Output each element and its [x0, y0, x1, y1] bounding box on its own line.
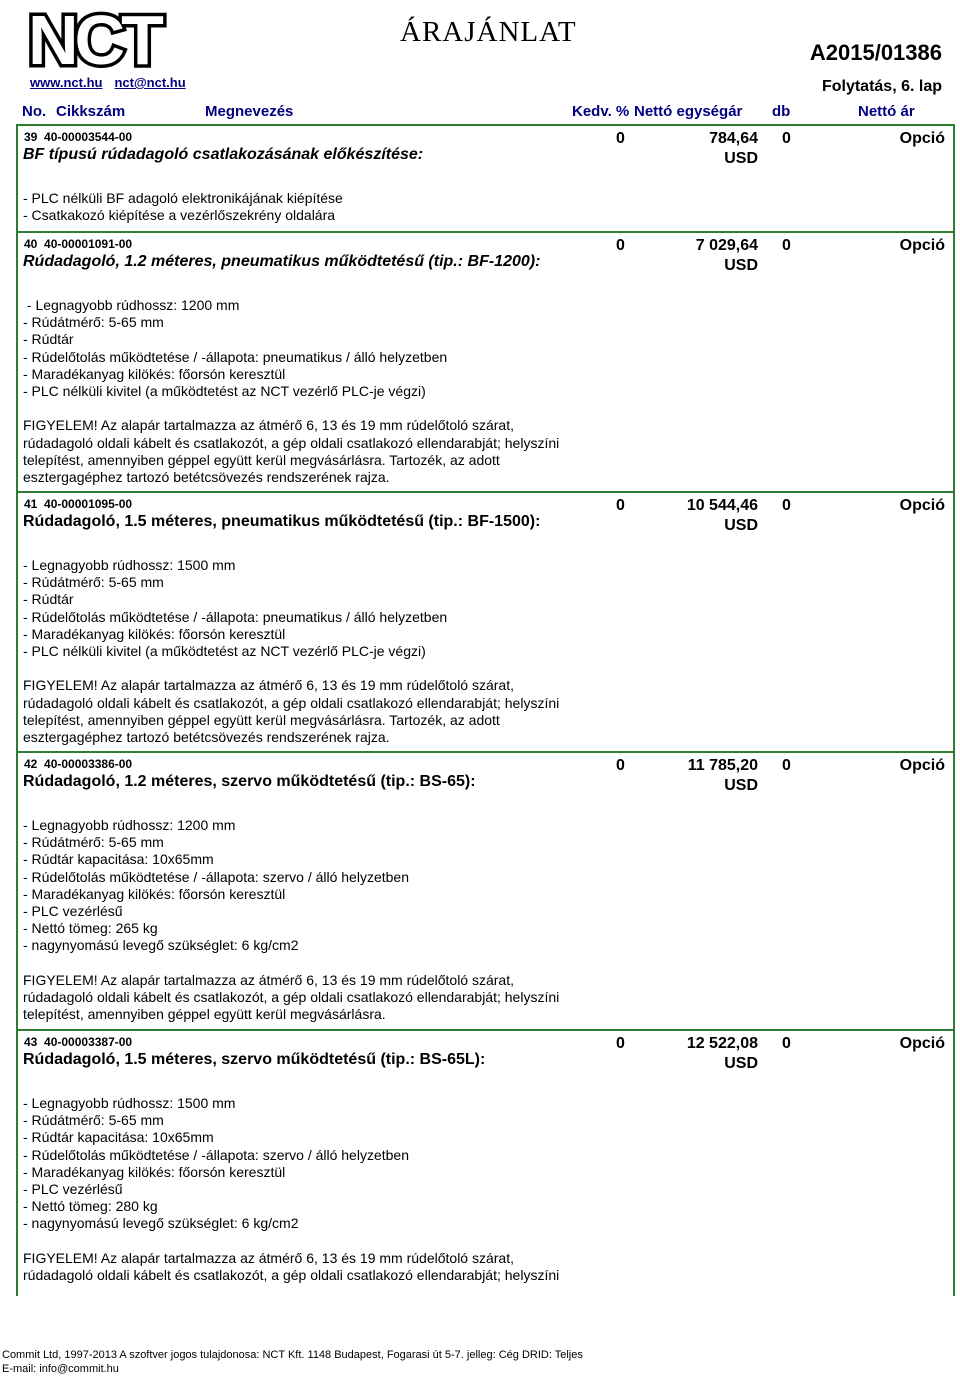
col-code: Cikkszám	[56, 103, 126, 120]
col-discount: Kedv. %	[572, 103, 630, 120]
item-description: - Legnagyobb rúdhossz: 1500 mm - Rúdátmérő: 5-65 mm - Rúdtár - Rúdelőtolás működtetése / -állapota: pneumatikus / álló helyzetben - Maradékanyag kilökés: főorsón keresztül - PLC nélküli kivitel (a működtetést az NCT vezérlő PLC-je végzi) FIGYELEM! Az alapár tartalmazza az átmérő 6, 13 és 19 mm rúdelőtoló szárat, rúdadagoló oldali kábelt és csatlakozót, a gép oldali csatlakozó ellendarabját; helyszíni telepítést, amennyiben géppel együtt kerül megvásárlásra. Tartozék, az adott esztergagéphez tartozó betétcsövezés rendszerének rajza.	[23, 557, 560, 746]
item-net: Opció	[899, 757, 945, 774]
item-discount: 0	[616, 757, 625, 774]
nct-logo	[28, 8, 190, 70]
item-currency: USD	[724, 1055, 758, 1072]
item-price: 10 544,46	[686, 497, 758, 514]
item-qty: 0	[782, 130, 791, 147]
item-description: - Legnagyobb rúdhossz: 1200 mm - Rúdátmérő: 5-65 mm - Rúdtár - Rúdelőtolás működtetése / -állapota: pneumatikus / álló helyzetben - Maradékanyag kilökés: főorsón keresztül - PLC nélküli kivitel (a működtetést az NCT vezérlő PLC-je végzi) FIGYELEM! Az alapár tartalmazza az átmérő 6, 13 és 19 mm rúdelőtoló szárat, rúdadagoló oldali kábelt és csatlakozót, a gép oldali csatlakozó ellendarabját; helyszíni telepítést, amennyiben géppel együtt kerül megvásárlásra. Tartozék, az adott esztergagéphez tartozó betétcsövezés rendszerének rajza.	[23, 297, 560, 486]
item-currency: USD	[724, 257, 758, 274]
item-number-line: 41 40-00001095-00	[24, 497, 133, 511]
item-title: Rúdadagoló, 1.5 méteres, pneumatikus működtetésű (tip.: BF-1500):	[23, 513, 541, 530]
col-unit-price: Nettó egységár	[634, 103, 743, 120]
item-price: 11 785,20	[687, 757, 758, 774]
item-price: 784,64	[709, 130, 758, 147]
col-qty: db	[772, 103, 791, 120]
item-discount: 0	[616, 130, 625, 147]
item-net: Opció	[899, 1035, 945, 1052]
item-39	[16, 124, 953, 224]
item-qty: 0	[782, 757, 791, 774]
item-number-line: 43 40-00003387-00	[24, 1035, 133, 1049]
item-currency: USD	[724, 150, 758, 167]
item-currency: USD	[724, 777, 758, 794]
item-number-line: 39 40-00003544-00	[24, 130, 133, 144]
footer-email[interactable]: E-mail: info@commit.hu	[2, 1363, 119, 1375]
item-title: Rúdadagoló, 1.2 méteres, pneumatikus működtetésű (tip.: BF-1200):	[23, 253, 541, 270]
col-no: No.	[22, 103, 47, 120]
item-number-line: 40 40-00001091-00	[24, 237, 133, 251]
footer	[2, 1348, 583, 1376]
item-40	[16, 231, 953, 486]
item-title: Rúdadagoló, 1.5 méteres, szervo működtetésű (tip.: BS-65L):	[23, 1051, 486, 1068]
doc-id: A2015/01386	[809, 40, 942, 65]
item-description: - Legnagyobb rúdhossz: 1200 mm - Rúdátmérő: 5-65 mm - Rúdtár kapacitása: 10x65mm - Rúdelőtolás működtetése / -állapota: szervo / álló helyzetben - Maradékanyag kilökés: főorsón keresztül - PLC vezérlésű - Nettó tömeg: 265 kg - nagynyomású levegő szükséglet: 6 kg/cm2 FIGYELEM! Az alapár tartalmazza az átmérő 6, 13 és 19 mm rúdelőtoló szárat, rúdadagoló oldali kábelt és csatlakozót, a gép oldali csatlakozó ellendarabját; helyszíni telepítést, amennyiben géppel együtt kerül megvásárlásra.	[23, 817, 560, 1023]
item-price: 12 522,08	[686, 1035, 758, 1052]
footer-line-1: Commit Ltd, 1997-2013 A szoftver jogos tulajdonosa: NCT Kft. 1148 Budapest, Fogarasi út 5-7. jelleg: Cég DRID: Teljes	[2, 1349, 583, 1361]
continuation-label: Folytatás, 6. lap	[821, 78, 942, 95]
logo-links	[30, 75, 198, 90]
item-discount: 0	[616, 237, 625, 254]
item-price: 7 029,64	[695, 237, 758, 254]
item-42	[16, 751, 953, 1023]
item-qty: 0	[782, 237, 791, 254]
item-qty: 0	[782, 497, 791, 514]
item-43	[16, 1029, 953, 1284]
item-description: - PLC nélküli BF adagoló elektronikájának kiépítése - Csatkakozó kiépítése a vezérlőszekrény oldalára	[23, 190, 343, 224]
item-discount: 0	[616, 497, 625, 514]
item-title: BF típusú rúdadagoló csatlakozásának előkészítése:	[23, 146, 424, 163]
item-title: Rúdadagoló, 1.2 méteres, szervo működtetésű (tip.: BS-65):	[23, 773, 476, 790]
col-name: Megnevezés	[205, 103, 294, 120]
email-link[interactable]: nct@nct.hu	[114, 75, 186, 90]
logo-text: NCT	[28, 8, 160, 70]
item-net: Opció	[899, 237, 945, 254]
item-description: - Legnagyobb rúdhossz: 1500 mm - Rúdátmérő: 5-65 mm - Rúdtár kapacitása: 10x65mm - Rúdelőtolás működtetése / -állapota: szervo / álló helyzetben - Maradékanyag kilökés: főorsón keresztül - PLC vezérlésű - Nettó tömeg: 280 kg - nagynyomású levegő szükséglet: 6 kg/cm2 FIGYELEM! Az alapár tartalmazza az átmérő 6, 13 és 19 mm rúdelőtoló szárat, rúdadagoló oldali kábelt és csatlakozót, a gép oldali csatlakozó ellendarabját; helyszíni	[23, 1095, 560, 1284]
item-41	[16, 491, 953, 746]
item-number-line: 42 40-00003386-00	[24, 757, 133, 771]
website-link[interactable]: www.nct.hu	[30, 75, 103, 90]
doc-title: ÁRAJÁNLAT	[400, 16, 577, 48]
item-net: Opció	[899, 497, 945, 514]
item-discount: 0	[616, 1035, 625, 1052]
item-currency: USD	[724, 517, 758, 534]
item-qty: 0	[782, 1035, 791, 1052]
item-net: Opció	[899, 130, 945, 147]
col-net: Nettó ár	[858, 103, 915, 120]
